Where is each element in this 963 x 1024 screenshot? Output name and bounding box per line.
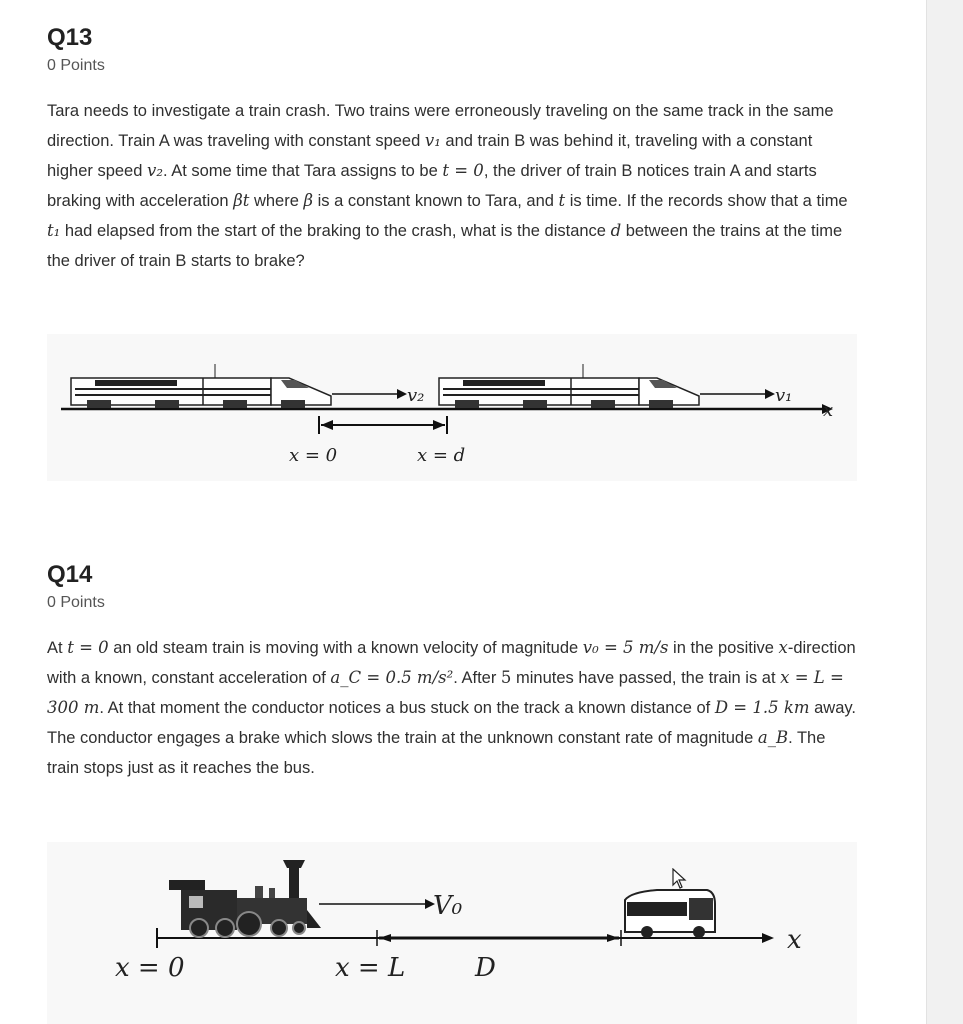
steam-train-bus-figure [47, 842, 857, 1024]
mouse-cursor-icon [672, 868, 688, 895]
two-trains-figure [47, 334, 857, 481]
x-axis-label: x [787, 925, 802, 955]
x0-label: x = 0 [115, 953, 185, 983]
question-title: Q14 [47, 561, 93, 588]
question-points: 0 Points [47, 57, 105, 74]
question-text: Tara needs to investigate a train crash. Two trains were erroneously traveling on the same track in the same direction. Train A was traveling with constant speed v₁ and train B was behind it, traveling with a constant higher speed v₂. At some time that Tara assigns to be t = 0, the driver of train B notices train A and starts braking with acceleration βt where β is a constant known to Tara, and t is time. If the records show that a time t₁ had elapsed from the start of the braking to the crash, what is the distance d between the trains at the time the driver of train B starts to brake? [47, 102, 848, 270]
xl-label: x = L [335, 953, 406, 983]
question-points: 0 Points [47, 594, 105, 611]
v0-label: V₀ [433, 891, 463, 921]
xd-label: x = d [417, 445, 466, 466]
d-label: D [475, 953, 496, 983]
train-b [71, 364, 331, 408]
x0-label: x = 0 [289, 445, 338, 466]
question-text: At t = 0 an old steam train is moving with a known velocity of magnitude v₀ = 5 m/s in the positive x-direction with a known, constant acceleration of a_C = 0.5 m/s². After 5 minutes have passed, the train is at x = L = 300 m. At that moment the conductor notices a bus stuck on the track a known distance of D = 1.5 km away. The conductor engages a brake which slows the train at the unknown constant rate of magnitude a_B. The train stops just as it reaches the bus. [47, 638, 856, 777]
bus-image [625, 890, 715, 938]
right-gutter [926, 0, 963, 1024]
x-axis-label: x [823, 400, 834, 421]
question-13 [47, 24, 857, 276]
train-a [439, 364, 699, 408]
question-14 [47, 561, 857, 783]
v1-label: v₁ [775, 385, 793, 406]
v2-label: v₂ [407, 385, 425, 406]
question-title: Q13 [47, 24, 93, 51]
steam-locomotive [169, 860, 321, 937]
